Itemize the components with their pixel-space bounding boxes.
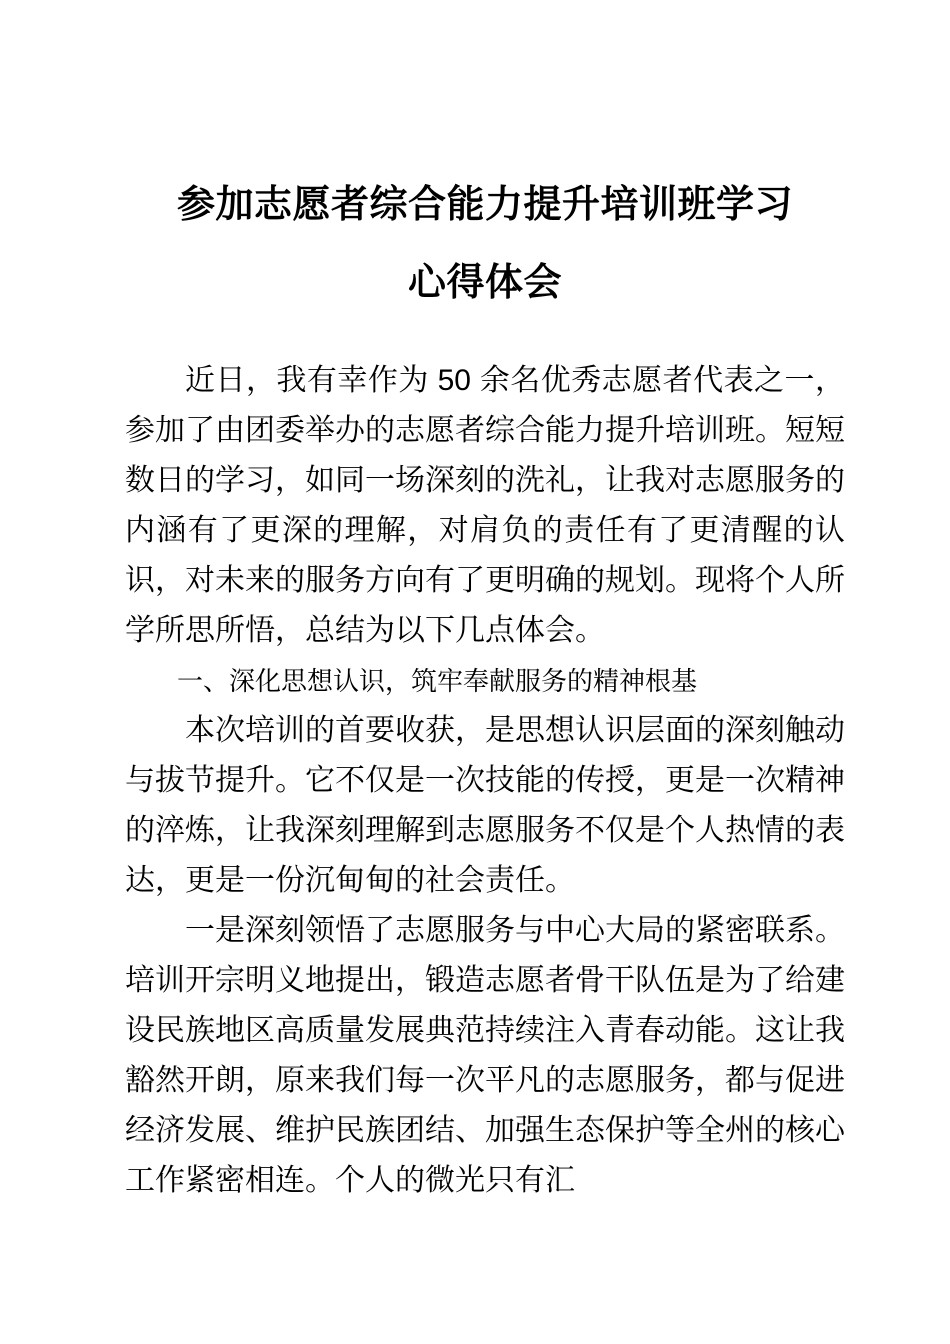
section-heading-one: 一、深化思想认识，筑牢奉献服务的精神根基 xyxy=(177,666,698,696)
section-one-body-paragraph: 本次培训的首要收获，是思想认识层面的深刻触动与拔节提升。它不仅是一次技能的传授，更是一次精神的淬炼，让我深刻理解到志愿服务不仅是个人热情的表达，更是一份沉甸甸的社会责任。 xyxy=(125,714,845,897)
page-title-line-1: 参加志愿者综合能力提升培训班学习 xyxy=(176,184,793,226)
page-title-line-2: 心得体会 xyxy=(407,262,562,304)
point-one-paragraph: 一是深刻领悟了志愿服务与中心大局的紧密联系。培训开宗明义地提出，锻造志愿者骨干队伍是为了给建设民族地区高质量发展典范持续注入青春动能。这让我豁然开朗，原来我们每一次平凡的志愿服务，都与促进经济发展、维护民族团结、加强生态保护等全州的核心工作紧密相连。个人的微光只有汇 xyxy=(125,914,845,1197)
document-body xyxy=(125,0,845,1206)
intro-paragraph: 近日，我有幸作为 50 余名优秀志愿者代表之一，参加了由团委举办的志愿者综合能力提升培训班。短短数日的学习，如同一场深刻的洗礼，让我对志愿服务的内涵有了更深的理解，对肩负的责任有了更清醒的认识，对未来的服务方向有了更明确的规划。现将个人所学所思所悟，总结为以下几点体会。 xyxy=(125,364,845,647)
